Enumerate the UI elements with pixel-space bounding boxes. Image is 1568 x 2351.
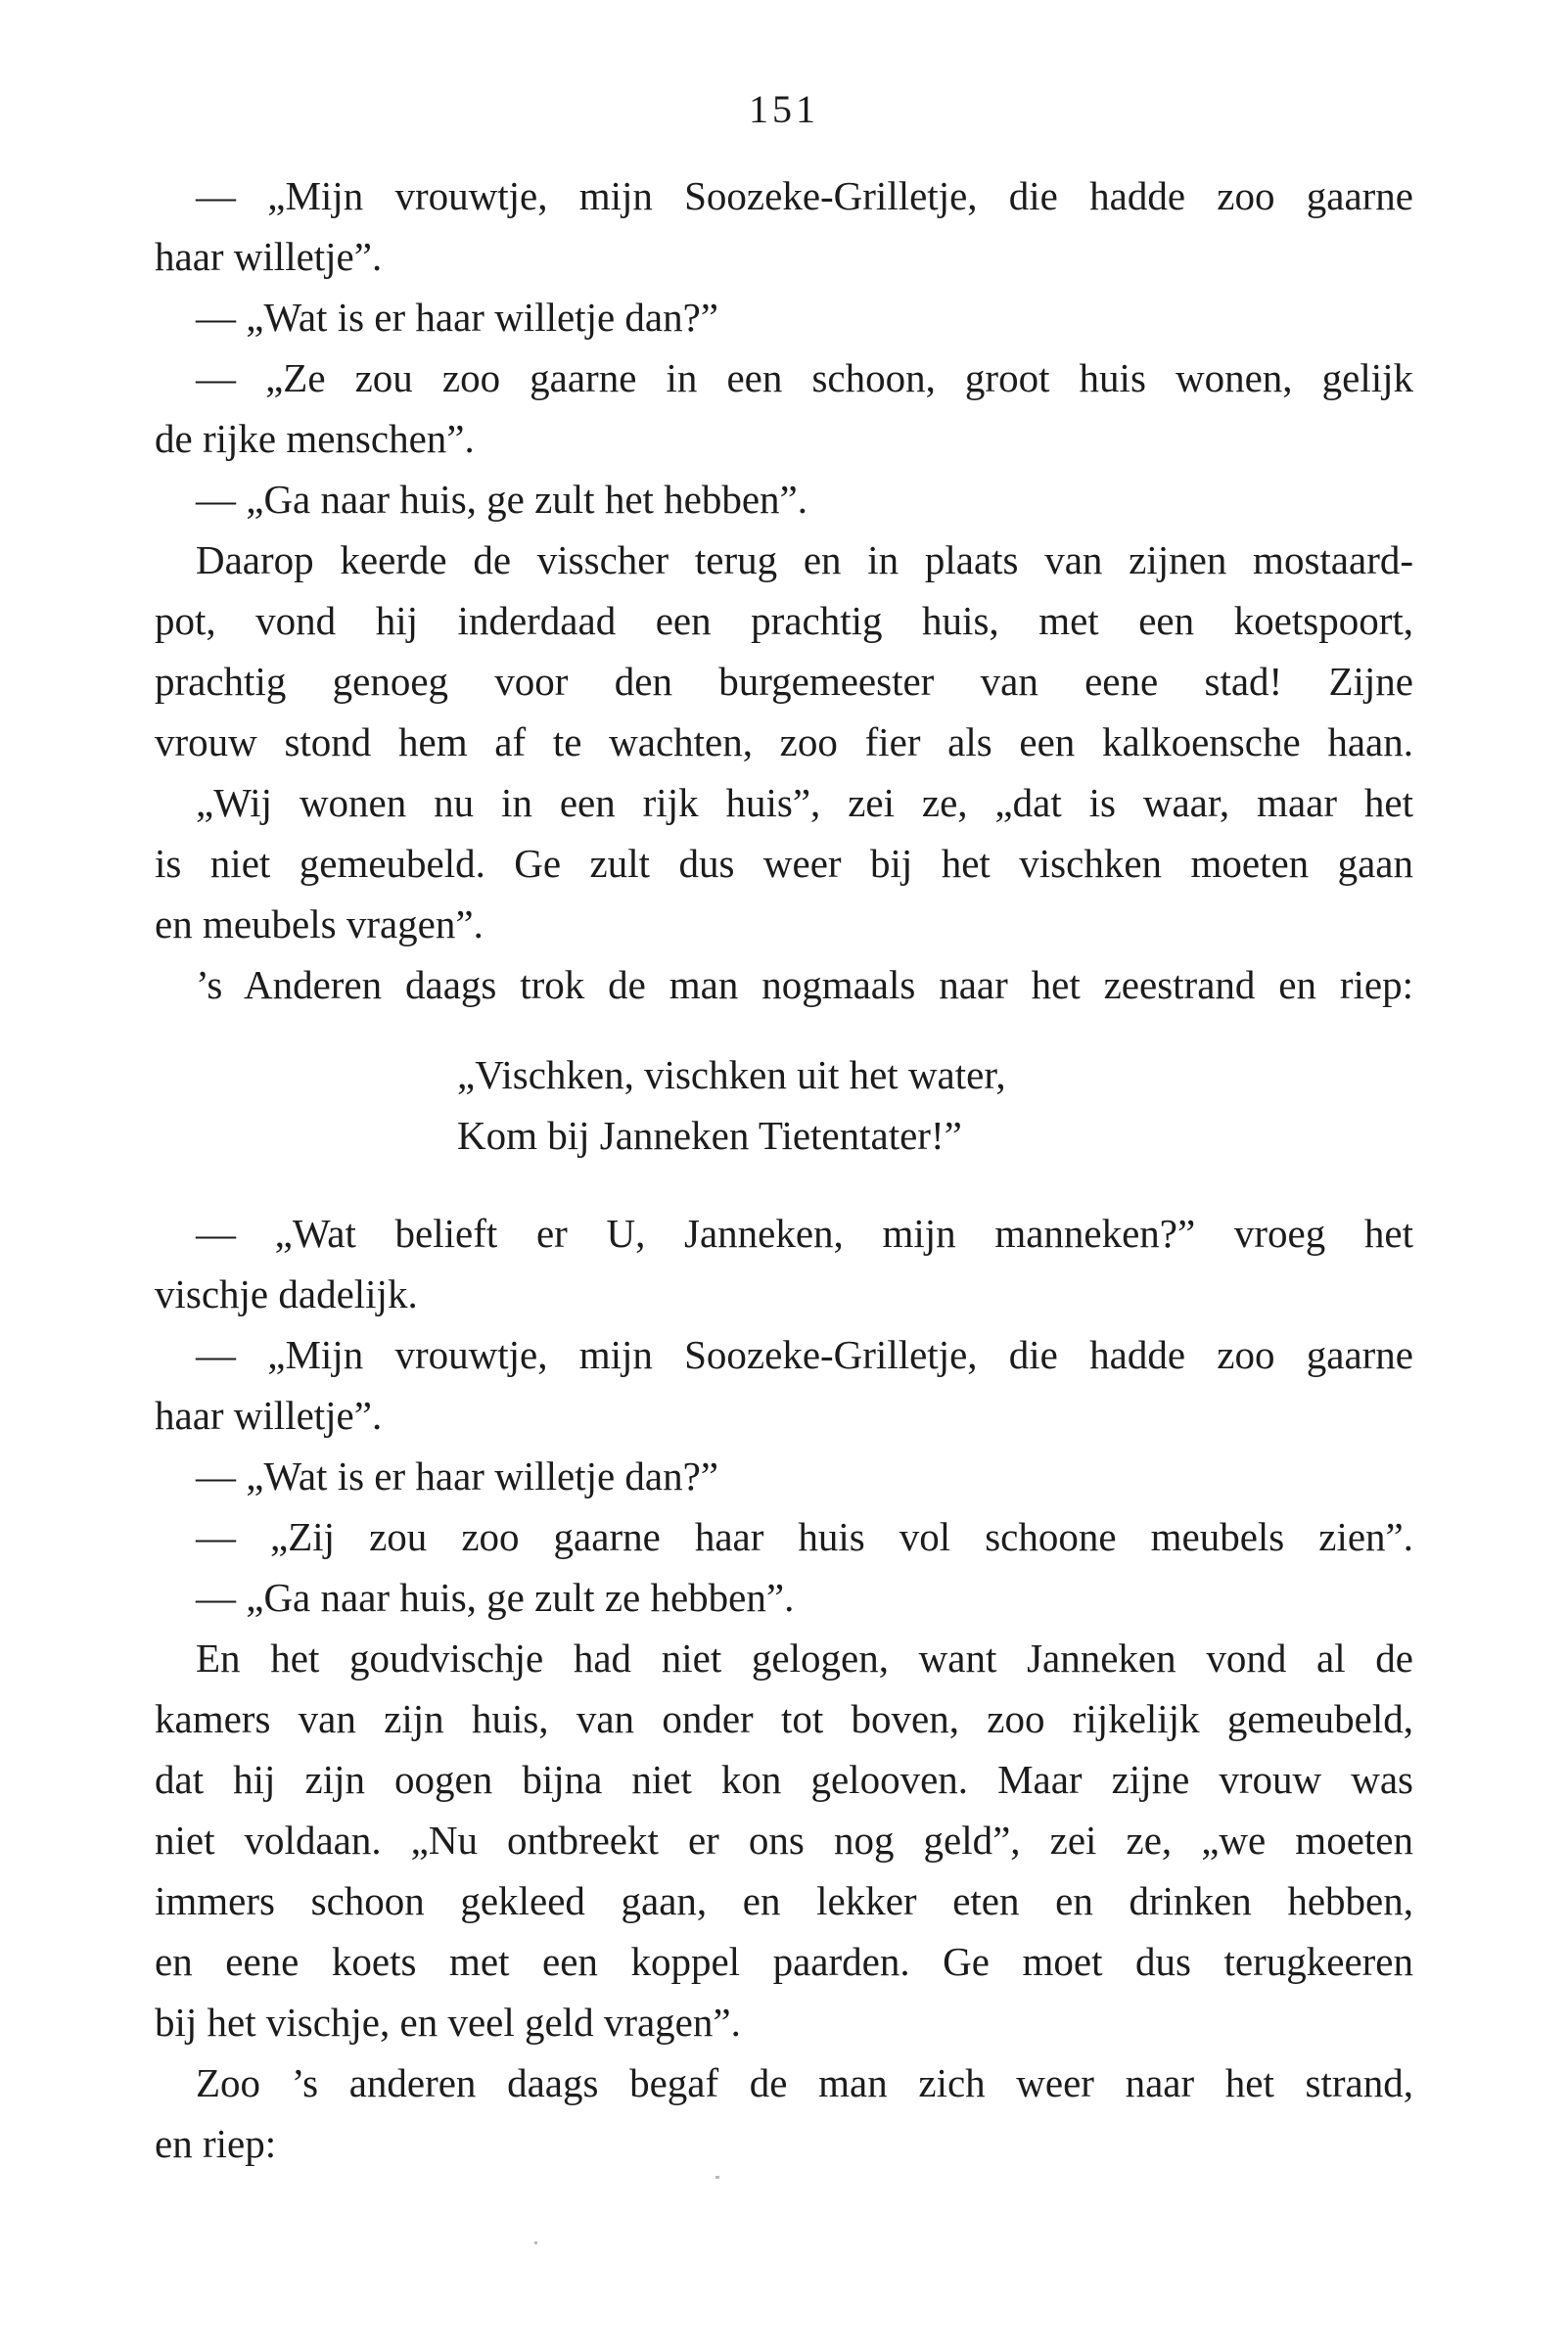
text-line: Daarop keerde de visscher terug en in plaats van zijnen mostaard- <box>196 537 1413 582</box>
text-line: en eene koets met een koppel paarden. Ge moet dus terugkeeren <box>155 1939 1413 1984</box>
text-line: — „Ga naar huis, ge zult het hebben”. <box>196 477 808 522</box>
text-line: niet voldaan. „Nu ontbreekt er ons nog geld”, zei ze, „we moeten <box>155 1818 1413 1863</box>
text-line: Zoo ’s anderen daags begaf de man zich weer naar het strand, <box>196 2060 1413 2105</box>
text-line: — „Zij zou zoo gaarne haar huis vol schoone meubels zien”. <box>196 1514 1413 1559</box>
text-line: — „Ga naar huis, ge zult ze hebben”. <box>196 1575 795 1620</box>
text-line: kamers van zijn huis, van onder tot boven, zoo rijkelijk gemeubeld, <box>155 1696 1413 1741</box>
text-line: is niet gemeubeld. Ge zult dus weer bij het vischken moeten gaan <box>155 841 1413 886</box>
text-line: prachtig genoeg voor den burgemeester van eene stad! Zijne <box>155 659 1413 704</box>
text-line: — „Ze zou zoo gaarne in een schoon, groot huis wonen, gelijk <box>196 355 1413 400</box>
verse-line: „Vischken, vischken uit het water, <box>457 1052 1006 1097</box>
text-line: dat hij zijn oogen bijna niet kon gelooven. Maar zijne vrouw was <box>155 1757 1413 1802</box>
text-line: haar willetje”. <box>155 1393 383 1438</box>
text-line: haar willetje”. <box>155 234 383 279</box>
text-line: vischje dadelijk. <box>155 1271 418 1316</box>
text-line: — „Wat is er haar willetje dan?” <box>196 1453 719 1498</box>
text-line: pot, vond hij inderdaad een prachtig huis, met een koetspoort, <box>155 598 1413 643</box>
page-number: 151 <box>749 87 819 131</box>
text-line: en riep: <box>155 2121 277 2166</box>
text-line: — „Wat belieft er U, Janneken, mijn manneken?” vroeg het <box>196 1211 1413 1256</box>
text-line: de rijke menschen”. <box>155 416 475 461</box>
text-line: — „Mijn vrouwtje, mijn Soozeke-Grilletje, die hadde zoo gaarne <box>196 173 1413 218</box>
text-line: „Wij wonen nu in een rijk huis”, zei ze, „dat is waar, maar het <box>196 780 1413 825</box>
text-line: En het goudvischje had niet gelogen, want Janneken vond al de <box>196 1636 1413 1681</box>
verse-line: Kom bij Janneken Tietentater!” <box>457 1113 962 1158</box>
paper-speck <box>534 2241 537 2244</box>
paper-speck <box>715 2176 719 2179</box>
text-line: vrouw stond hem af te wachten, zoo fier als een kalkoensche haan. <box>155 719 1413 764</box>
text-line: immers schoon gekleed gaan, en lekker eten en drinken hebben, <box>155 1878 1413 1923</box>
text-line: bij het vischje, en veel geld vragen”. <box>155 2000 741 2045</box>
text-line: — „Wat is er haar willetje dan?” <box>196 295 719 340</box>
text-line: en meubels vragen”. <box>155 901 484 946</box>
text-line: — „Mijn vrouwtje, mijn Soozeke-Grilletje, die hadde zoo gaarne <box>196 1332 1413 1377</box>
text-line: ’s Anderen daags trok de man nogmaals naar het zeestrand en riep: <box>196 962 1413 1007</box>
